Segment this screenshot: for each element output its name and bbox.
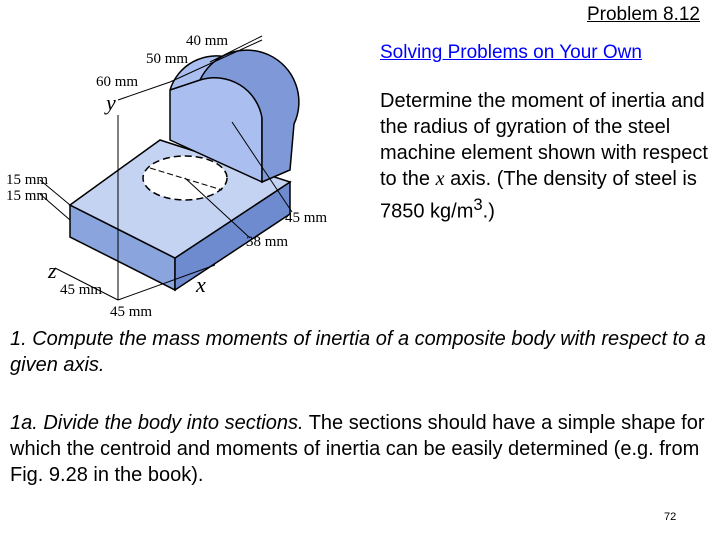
step-1a-lead: 1a. Divide the body into sections. [10,412,304,434]
dim-label-60: 60 mm [96,74,139,90]
dim-label-45-left: 45 mm [60,282,103,298]
dim-label-40: 40 mm [186,33,229,49]
step-1: 1. Compute the mass moments of inertia of a composite body with respect to a given axis. [10,328,706,376]
problem-text-1: Determine the moment of inertia and the radius of gyration of the steel machine element shown with respect to the [380,90,708,190]
dim-label-45-right: 45 mm [285,210,328,226]
dim-label-50: 50 mm [146,51,189,67]
axis-label-x: x [196,272,206,297]
dim-label-15-bottom: 15 mm [6,188,49,204]
dim-label-45-bottom: 45 mm [110,304,153,320]
problem-statement [380,88,712,225]
problem-axis-var: x [435,168,445,190]
axis-label-z: z [48,258,57,283]
step-1a-rest: The sections should have a simple shape for which the centroid and moments of inertia can be easily determined (e.g. from Fig. 9.28 in the book). [10,412,705,486]
problem-text-2: axis. (The density of steel is 7850 kg/m [380,168,697,223]
page-title: Problem 8.12 [586,4,700,25]
problem-text-3: .) [482,200,495,223]
step-1a [10,410,715,488]
subtitle-link[interactable]: Solving Problems on Your Own [380,42,642,63]
page-number: 72 [664,511,677,523]
dim-label-15-top: 15 mm [6,172,49,188]
dim-label-38: 38 mm [246,234,289,250]
axis-label-y: y [106,90,116,115]
problem-superscript: 3 [473,195,483,214]
machine-element-figure [0,0,370,320]
